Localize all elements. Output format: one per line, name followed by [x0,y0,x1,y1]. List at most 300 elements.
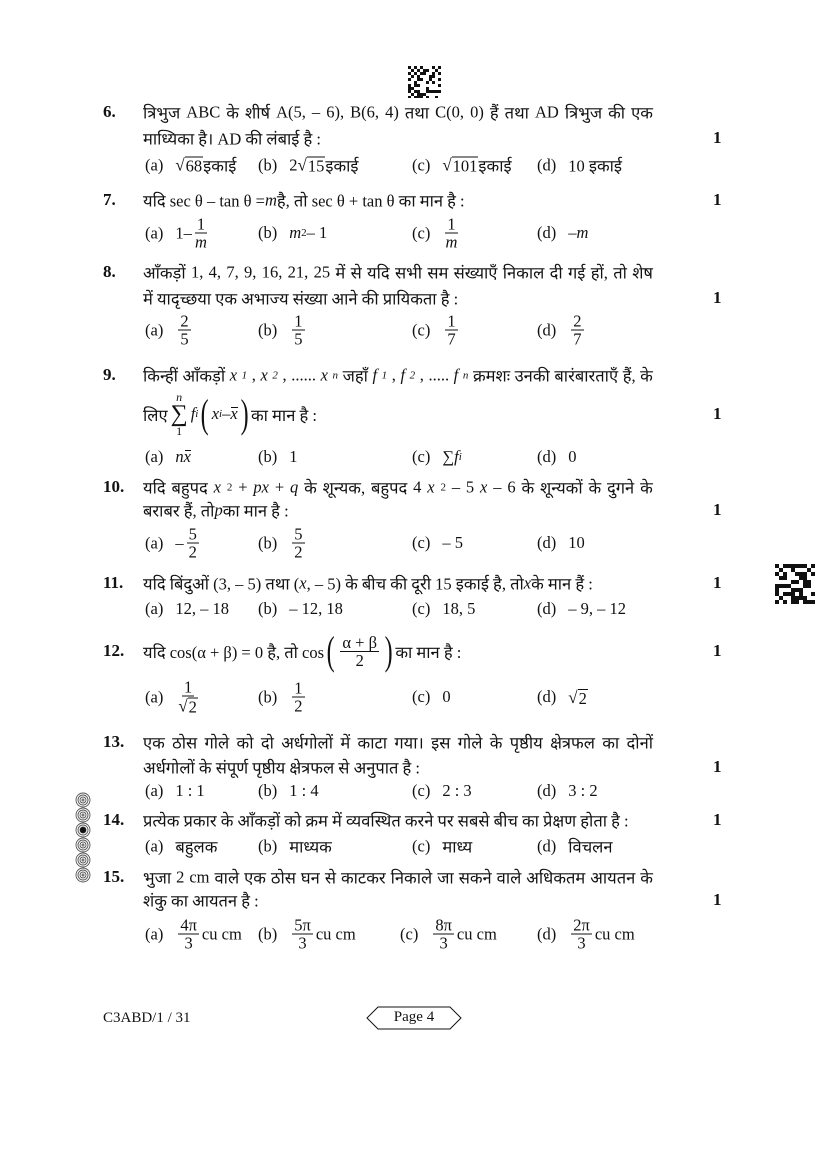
word: , [419,365,424,384]
question-number: 11. [103,573,124,592]
word: गोले [457,733,483,753]
radical-sign-icon: √ [442,155,452,175]
question-marks: 1 [713,757,722,776]
option-b[interactable]: (b) m 2 – 1 [258,223,328,242]
word: दी [549,263,563,283]
question-text-line [143,287,458,310]
radicand: 101 [452,156,478,176]
text-run: – [568,223,577,242]
word: , [282,365,287,384]
option-d[interactable] [537,223,588,243]
word: 9, [244,262,257,281]
text-run: px [253,477,269,496]
square-root [442,156,478,175]
word: के [521,478,535,498]
text-run: 18, 5 [442,599,476,618]
square-root [298,156,326,175]
text-run: cu cm [315,924,356,943]
word: – [493,477,502,496]
option-a[interactable] [145,216,210,251]
text-run: n [175,447,184,466]
option-label: (c) [412,155,431,174]
question-text-line [143,756,420,779]
text-run: f [400,365,406,384]
question-marks: 1 [713,190,722,209]
fraction [571,917,592,952]
word: A(5, [276,102,306,121]
text-run: माध्य [442,837,473,857]
option-c[interactable] [412,687,451,707]
question-marks: 1 [713,288,722,307]
question-marks: 1 [713,810,722,829]
option-d[interactable] [537,154,622,177]
question-number: 15. [103,867,125,886]
word: में [340,733,351,753]
word: 6), [326,102,345,121]
word: को [236,733,254,753]
denominator: 7 [447,329,456,349]
text-run: यदि sec θ – tan θ = [143,191,265,211]
x-bar: x [230,404,238,423]
text-run: 2 [289,155,298,174]
parenthesized-expression [324,628,395,673]
word: काटा [357,733,388,753]
option-label: (d) [537,599,557,618]
denominator: 2 [294,542,303,562]
text-run: का मान है : [395,642,462,662]
word: 7, [226,262,239,281]
option-label: (b) [258,687,278,706]
word: शेष [632,263,653,283]
text-run: – 1 [306,223,328,242]
question-text-line: किन्हीं आँकड़ों x 1 , x 2 , ...... x n जहाँ f 1 , f 2 , ..... f n क्रमशः उनकी बारंबारताएँ हैं, के [143,365,653,386]
radicand: 68 [185,156,203,176]
parenthesized-expression: ( x i – x ) [201,391,249,436]
text-run: x [480,477,488,496]
numerator: 2 [180,311,189,331]
text-run: 0 [442,687,451,706]
word: वाले [214,868,240,888]
text-run: – [222,404,231,423]
word: हों, [590,263,608,283]
word: एक [631,103,653,123]
word: घन [300,868,320,888]
text-run: q [289,477,299,496]
numerator: 2 [573,311,582,331]
option-label: (d) [537,924,557,943]
page-number [366,1006,462,1030]
option-label: (c) [412,223,431,242]
word: ...... [291,365,316,384]
word: ठोस [172,733,198,753]
word: आयतन [590,868,636,888]
text-run: 1 : 4 [289,781,319,800]
text-run: प्रत्येक प्रकार के आँकड़ों को क्रम में व्यवस्थित करने पर सबसे बीच का प्रेक्षण होता है : [143,811,629,831]
word: B(6, [350,102,380,121]
word: वाले [496,868,522,888]
text-run: cu cm [594,924,635,943]
option-c[interactable] [412,533,463,553]
radicand: 2 [578,688,587,708]
word: 21, [287,262,309,281]
word: सभी [394,263,422,283]
word: 4) [385,102,399,121]
word: – [311,102,321,121]
option-a[interactable] [145,781,205,801]
fraction [187,526,199,561]
option-label: (b) [258,599,278,618]
question-text-line [143,189,465,212]
option-d[interactable] [537,917,635,952]
x-bar: x [183,447,191,466]
question-text-line [143,101,653,124]
word: , [251,365,256,384]
left-paren-icon: ( [326,628,335,673]
question-number: 14. [103,810,125,829]
sigma-icon: ∑ [170,401,188,427]
question-number: 9. [103,365,116,384]
option-c[interactable] [412,313,461,348]
question-number: 10. [103,477,125,496]
text-run: m [264,190,277,209]
text-run: का मान है : [250,405,317,425]
numerator: 1 [294,311,303,331]
option-a[interactable] [145,917,242,952]
text-run: f [190,404,196,423]
word: भुजा [143,868,172,888]
text-run: बहुलक [175,837,218,857]
text-run: विचलन [568,837,613,857]
word: यदि [143,478,166,498]
text-run: cu cm [456,924,497,943]
word: के [588,478,602,498]
question-text-line [143,866,653,889]
option-a[interactable] [145,154,236,177]
question-text-line [143,731,653,754]
option-d[interactable] [537,687,588,707]
right-paren-icon: ) [384,628,393,673]
word: शून्यकों [539,478,583,498]
word: हैं [489,103,499,123]
word: अर्धगोलों [281,733,333,753]
option-a[interactable] [145,313,194,348]
numerator: 5 [294,524,303,544]
text-run: यदि बिंदुओं (3, – 5) तथा ( [143,574,300,594]
option-a[interactable] [145,447,191,467]
option-c[interactable]: (c) ∑ f i [412,447,462,466]
option-b[interactable] [258,680,308,715]
radical-sign-icon: √ [568,687,578,707]
text-run: 10 [568,533,585,552]
option-a[interactable] [145,835,217,858]
word: तो [613,263,627,283]
question-text-line [143,261,653,284]
fraction [292,680,304,715]
word: इस [431,733,451,753]
denominator: 3 [577,933,586,953]
option-label: (c) [412,781,431,800]
numerator: 8π [435,915,452,935]
option-d[interactable] [537,313,587,348]
text-run: cu cm [201,924,242,943]
option-label: (a) [145,223,164,242]
paper-code: C3ABD/1 / 31 [103,1010,191,1026]
word: AD [534,102,559,121]
option-label: (a) [145,687,164,706]
text-run: इकाई [325,156,359,176]
question-marks: 1 [713,404,722,423]
word: तथा [504,103,529,123]
text-run: x [320,365,328,384]
text-run: इकाई [203,156,237,176]
option-b[interactable] [258,313,308,348]
option-d[interactable] [537,533,585,553]
option-b[interactable] [258,599,343,619]
text-run: f [454,447,459,466]
word: 25 [313,262,331,281]
text-run: अर्धगोलों के संपूर्ण पृष्ठीय क्षेत्रफल से अनुपात है : [143,758,420,778]
fraction [571,313,583,348]
text-run: m [576,223,589,242]
question-marks: 1 [713,500,722,519]
numerator: 5π [294,915,311,935]
option-label: (b) [258,447,278,466]
text-run: इकाई [478,156,512,176]
text-run: लिए [143,405,168,425]
option-label: (a) [145,781,164,800]
option-b[interactable] [258,917,356,952]
word: सम [427,263,449,283]
right-paren-icon: ) [240,391,249,436]
word: गया। [394,733,424,753]
text-run: 12, – 18 [175,599,229,618]
page-label: Page 4 [393,1009,435,1025]
option-b[interactable] [258,781,319,801]
text-run: माध्यिका है। AD की लंबाई है : [143,129,322,149]
word: शीर्ष [245,103,271,123]
word: ABC [186,102,221,121]
denominator: 2 [355,650,364,670]
word: 16, [261,262,283,281]
denominator: 2 [294,696,303,716]
denominator: 5 [180,329,189,349]
word: cm [189,867,210,886]
word: त्रिभुज [143,103,181,123]
text-run: के मान हैं : [531,574,593,594]
question-text-line: लिए n ∑ 1 f i ( x i – x ) का मान है : [143,390,317,438]
text-run: – 9, – 12 [568,599,626,618]
word: + [274,477,285,496]
text-run: , – 5) के बीच की दूरी 15 इकाई है, तो [306,574,524,594]
denominator: 2 [188,542,197,562]
word: ठोस [270,868,296,888]
denominator: 3 [439,933,448,953]
option-label: (b) [258,781,278,800]
text-run: शंकु का आयतन है : [143,891,259,911]
question-marks: 1 [713,890,722,909]
fraction [445,313,457,348]
option-d[interactable] [537,599,626,619]
word: तथा [404,103,430,123]
option-c[interactable] [412,216,461,251]
option-d[interactable] [537,781,598,801]
word: बहुपद [171,478,208,498]
text-run: – 12, 18 [289,599,343,618]
option-label: (c) [412,533,431,552]
radical-sign-icon: √ [175,155,185,175]
word: अधिकतम [526,868,586,888]
option-b[interactable] [258,154,359,177]
option-label: (d) [537,533,557,552]
radical-sign-icon: √ [297,155,307,175]
option-label: (c) [412,687,431,706]
denominator: 7 [573,329,582,349]
word: के [640,868,653,888]
text-run: m [289,223,302,242]
question-number: 13. [103,732,125,751]
option-a[interactable] [145,526,202,561]
text-run: में यादृच्छया एक अभाज्य संख्या आने की प्रायिकता है : [143,289,459,309]
left-paren-icon: ( [201,391,210,436]
option-c[interactable] [412,599,475,619]
text-run: 1– [175,223,192,242]
word: का [602,733,620,753]
word: दुगने [607,478,635,498]
text-run: x [299,573,307,592]
word: किन्हीं [143,366,178,386]
denominator-root [178,697,198,716]
summation [171,391,188,437]
option-c[interactable] [412,781,472,801]
word: गोले [204,733,230,753]
question-number: 6. [103,102,116,121]
word: के [640,478,653,498]
fraction [340,634,379,669]
option-label: (d) [537,320,557,339]
word: शून्यक, [322,478,366,498]
fraction [292,917,313,952]
text-run: x [229,365,238,384]
question-number: 8. [103,262,116,281]
text-run: x [523,573,532,592]
word: के [640,366,653,386]
word: दोनों [626,733,653,753]
option-c[interactable] [412,835,472,858]
fraction [178,679,198,716]
option-a[interactable] [145,679,201,716]
text-run: माध्यक [289,837,332,857]
word: काटकर [340,868,386,888]
text-run: 1 : 1 [175,781,205,800]
word: की [608,103,626,123]
option-d[interactable] [537,447,577,467]
option-label: (c) [412,320,431,339]
option-label: (d) [537,781,557,800]
sum-lower-limit: 1 [176,424,183,438]
word: पृष्ठीय [509,733,543,753]
option-d[interactable] [537,835,613,858]
fraction [178,917,199,952]
option-label: (c) [400,924,419,943]
question-text-line [143,628,462,673]
word: 0) [470,102,484,121]
option-label: (a) [145,836,164,855]
option-label: (c) [412,599,431,618]
denominator: m [445,232,458,252]
option-label: (d) [537,155,557,174]
numerator: 1 [294,678,303,698]
question-text-line: यदि बहुपद x 2 + px + q के शून्यक, बहुपद 4 x 2 – 5 x – 6 के शून्यकों के दुगने के [143,477,653,498]
option-label: (d) [537,223,557,242]
word: ..... [428,365,450,384]
text-run: 2 : 3 [442,781,472,800]
question-text-line [143,809,629,832]
qr-code-icon [775,564,815,604]
text-run: ∑ [442,447,455,466]
square-root [568,688,588,707]
option-b[interactable] [258,526,308,561]
text-run: x [211,404,220,423]
word: 4 [413,477,422,496]
option-c[interactable] [400,917,497,952]
text-run: x [427,477,435,496]
word: बहुपद [370,478,408,498]
numerator: 4π [180,915,197,935]
question-number: 12. [103,641,125,660]
word: हैं, [622,366,636,386]
option-a[interactable] [145,599,229,619]
fraction [292,526,304,561]
option-b[interactable] [258,447,298,467]
word: से [324,868,336,888]
text-run: f [372,365,378,384]
option-label: (d) [537,836,557,855]
numerator: 1 [447,214,456,234]
question-text-line [143,889,259,912]
numerator: 1 [447,311,456,331]
text-run: का मान है : [222,501,289,521]
numerator: α + β [342,632,377,652]
word: में [335,263,346,283]
question-text-line [143,572,593,595]
option-b[interactable] [258,835,332,858]
word: गई [568,263,586,283]
word: 1, [190,262,204,281]
numerator: 1 [184,677,193,697]
word: संख्याएँ [453,263,498,283]
word: 4, [208,262,222,281]
question-text-line [143,127,321,150]
word: उनकी [514,366,550,386]
fraction [445,216,457,251]
word: यदि [367,263,390,283]
word: 2 [176,867,185,886]
word: एक [143,733,165,753]
question-number: 7. [103,190,116,209]
qr-code-icon [408,66,442,98]
word: C(0, [435,102,465,121]
question-marks: 1 [713,573,722,592]
text-run: 0 [568,447,577,466]
word: क्रमशः [472,366,511,386]
option-label: (b) [258,155,278,174]
option-c[interactable] [412,154,512,177]
word: जा [437,868,454,888]
option-label: (a) [145,599,164,618]
option-label: (d) [537,447,557,466]
question-marks: 1 [713,641,722,660]
text-run: x [260,365,268,384]
